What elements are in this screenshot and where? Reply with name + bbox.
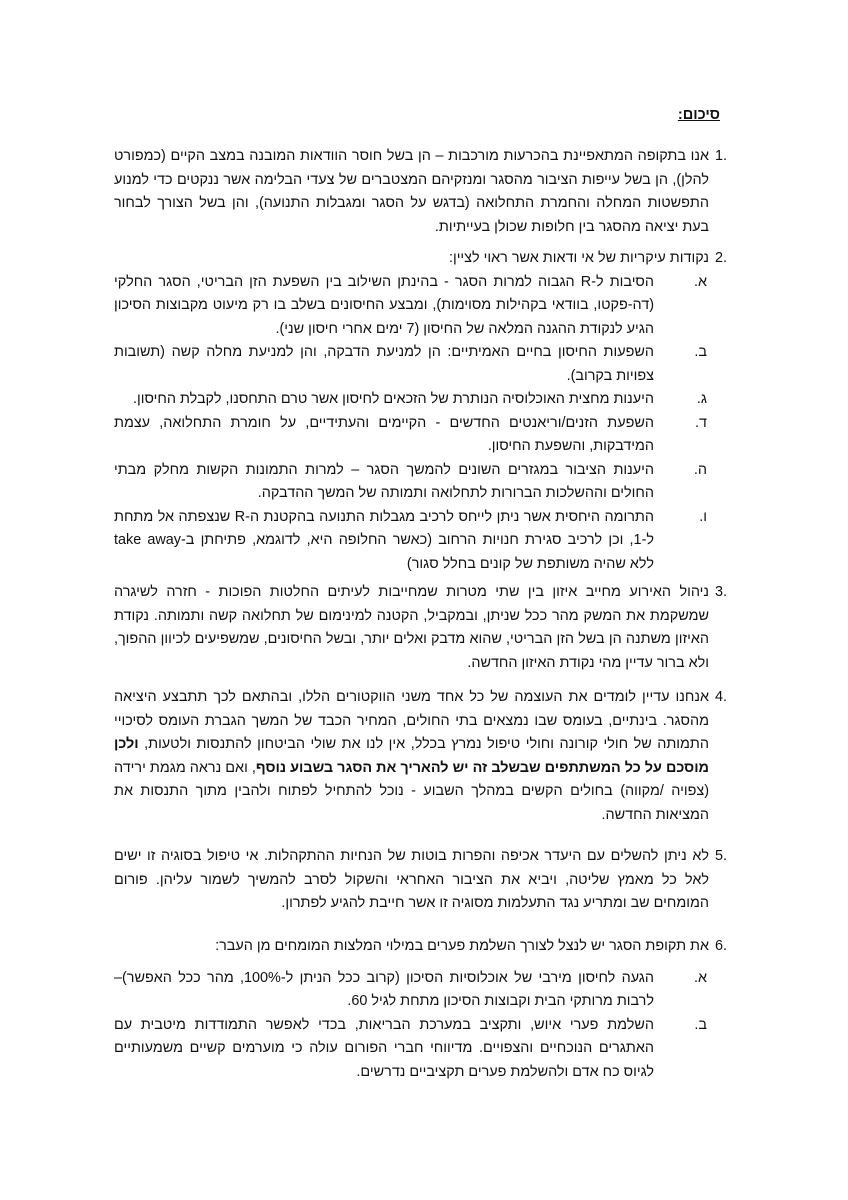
sub-item-letter: ב. bbox=[694, 344, 707, 360]
list-item-2 bbox=[114, 247, 734, 576]
sub-item-letter: א. bbox=[693, 273, 707, 290]
item-number: 6. bbox=[715, 938, 728, 954]
sub-item-text: התרומה היחסית אשר ניתן לייחס לרכיב מגבלות התנועה בהקטנת ה-R שנצפתה אל מתחת ל-1, וכן לרכיב סגירת חנויות הרחוב (כאשר החלופה היא, לדוגמא, פתיחתן ב-take away ללא שהיה משותפת של קונים בחלל סגור) bbox=[114, 508, 654, 572]
item-intro: נקודות עיקריות של אי ודאות אשר ראוי לציין: bbox=[448, 250, 709, 266]
item-text: לא ניתן להשלים עם היעדר אכיפה והפרות בוטות של הנחיות ההתקהלות. אי טיפול בסוגיה זו ישים לאל כל מאמץ שליטה, ויביא את הציבור האחראי והשקול לסרב להמשיך לשמור עליהן. פורום המומחים שב ומתריע נגד התעלמות מסוגיה זו אשר חייבת להגיע לפתרון. bbox=[114, 848, 709, 911]
sub-item bbox=[114, 412, 707, 459]
sub-item-text: השפעות החיסון בחיים האמיתיים: הן למניעת הדבקה, והן למניעת מחלה קשה (תשובות צפויות בקרוב). bbox=[114, 344, 654, 384]
item-number: 1. bbox=[715, 148, 728, 164]
list-item-4 bbox=[114, 686, 734, 827]
list-item-3 bbox=[114, 581, 734, 675]
item-text bbox=[114, 686, 709, 827]
sub-item-letter: ו. bbox=[699, 508, 707, 525]
sub-item-text: הסיבות ל-R הגבוה למרות הסגר - בהינתן השילוב בין השפעת הזן הבריטי, הסגר החלקי (דה-פקטו, בוודאי בקהילות מסוימות), ומבצע החיסונים בשלב בו רק מיעוט מקבוצות הסיכון הגיע לנקודת ההגנה המלאה של החיסון (7 ימים אחרי חיסון שני). bbox=[114, 273, 654, 337]
sub-item bbox=[114, 459, 707, 506]
sub-item-text: היענות מחצית האוכלוסיה הנותרת של הזכאים לחיסון אשר טרם התחסנו, לקבלת החיסון. bbox=[133, 391, 654, 407]
list-item-5 bbox=[114, 845, 734, 916]
item-text: ניהול האירוע מחייב איזון בין שתי מטרות שמחייבות לעיתים החלטות הפוכות - חזרה לשיגרה שמשקמת את המשק מהר ככל שניתן, ובמקביל, הקטנה למינימום של תחלואה קשה ותמותה. נקודת האיזון משתנה הן בשל הזן הבריטי, שהוא מדבק ואלים יותר, ובשל החיסונים, שמשפיעים לכיוון ההפוך, ולא ברור עדיין מהי נקודת האיזון החדשה. bbox=[114, 584, 709, 671]
item-text-part: , ואם נראה מגמת ירידה (צפויה /מקווה) בחולים הקשים במהלך השבוע - נוכל להתחיל לפתוח ולהבין מתוך התנסות את המציאות החדשה. bbox=[114, 759, 709, 823]
list-item-1 bbox=[114, 145, 734, 239]
list-item-6 bbox=[114, 935, 734, 1084]
sub-item bbox=[114, 341, 707, 388]
sub-item-letter: ב. bbox=[694, 1016, 707, 1033]
sub-item bbox=[114, 388, 707, 412]
sub-item bbox=[114, 271, 707, 342]
item-text-bold: ולכן מוסכם על כל המשתתפים שבשלב זה יש להאריך את הסגר בשבוע נוסף bbox=[114, 736, 709, 776]
item-number: 4. bbox=[715, 689, 728, 705]
item-number: 2. bbox=[715, 250, 728, 266]
sub-item-text: השפעת הזנים/וריאנטים החדשים - הקיימים והעתידיים, על חומרת התחלואה, עצמת המידבקות, והשפעת החיסון. bbox=[114, 414, 654, 454]
item-number: 5. bbox=[715, 848, 728, 864]
sub-item-letter: ד. bbox=[695, 414, 707, 431]
item-number: 3. bbox=[715, 584, 728, 600]
sub-item-text: היענות הציבור במגזרים השונים להמשך הסגר – למרות התמונות הקשות מחלק מבתי החולים וההשלכות הברורות לתחלואה ותמותה של המשך ההדבקה. bbox=[114, 461, 654, 501]
sub-item-text: הגעה לחיסון מירבי של אוכלוסיות הסיכון (קרוב ככל הניתן ל-100%, מהר ככל האפשר)– לרבות מרותקי הבית וקבוצות הסיכון מתחת לגיל 60. bbox=[114, 969, 654, 1009]
item-text: אנו בתקופה המתאפיינת בהכרעות מורכבות – הן בשל חוסר הוודאות המובנה במצב הקיים (כמפורט להלן), הן בשל עייפות הציבור מהסגר ומנזקיהם המצטברים של צעדי הבלימה אשר ננקטים כדי למנוע התפשטות המחלה והחמרת התחלואה (בדגש על הסגר ומגבלות התנועה), והן בשל הצורך לבחור בעת יציאה מהסגר בין חלופות שכולן בעייתיות. bbox=[114, 148, 709, 235]
sub-item-letter: ה. bbox=[693, 461, 707, 478]
item-intro: את תקופת הסגר יש לנצל לצורך השלמת פערים במילוי המלצות המומחים מן העבר: bbox=[215, 938, 709, 954]
sub-item-text: השלמת פערי איוש, ותקציב במערכת הבריאות, בכדי לאפשר התמודדות מיטבית עם האתגרים הנוכחיים והצפויים. מדיווחי חברי הפורום עולה כי מוערמים קשיים משמעותיים לגיוס כח אדם ולהשלמת פערים תקציביים נדרשים. bbox=[114, 1016, 654, 1080]
summary-heading: סיכום: bbox=[677, 107, 720, 123]
sub-item bbox=[114, 967, 707, 1014]
sub-item bbox=[114, 506, 707, 577]
item-text-part: אנחנו עדיין לומדים את העוצמה של כל אחד משני הווקטורים הללו, ובהתאם לכך תתבצע היציאה מהסגר. בינתיים, בעומס שבו נמצאים בתי החולים, המחיר הכבד של המשך הגברת העומס לסיכויי התמותה של חולי קורונה וחולי טיפול נמרץ בכלל, אין לנו את שולי הביטחון להתנסות ולטעות, bbox=[114, 689, 709, 752]
sub-item-letter: ג. bbox=[696, 391, 707, 407]
sub-item bbox=[114, 1014, 707, 1085]
sub-item-letter: א. bbox=[693, 969, 707, 986]
